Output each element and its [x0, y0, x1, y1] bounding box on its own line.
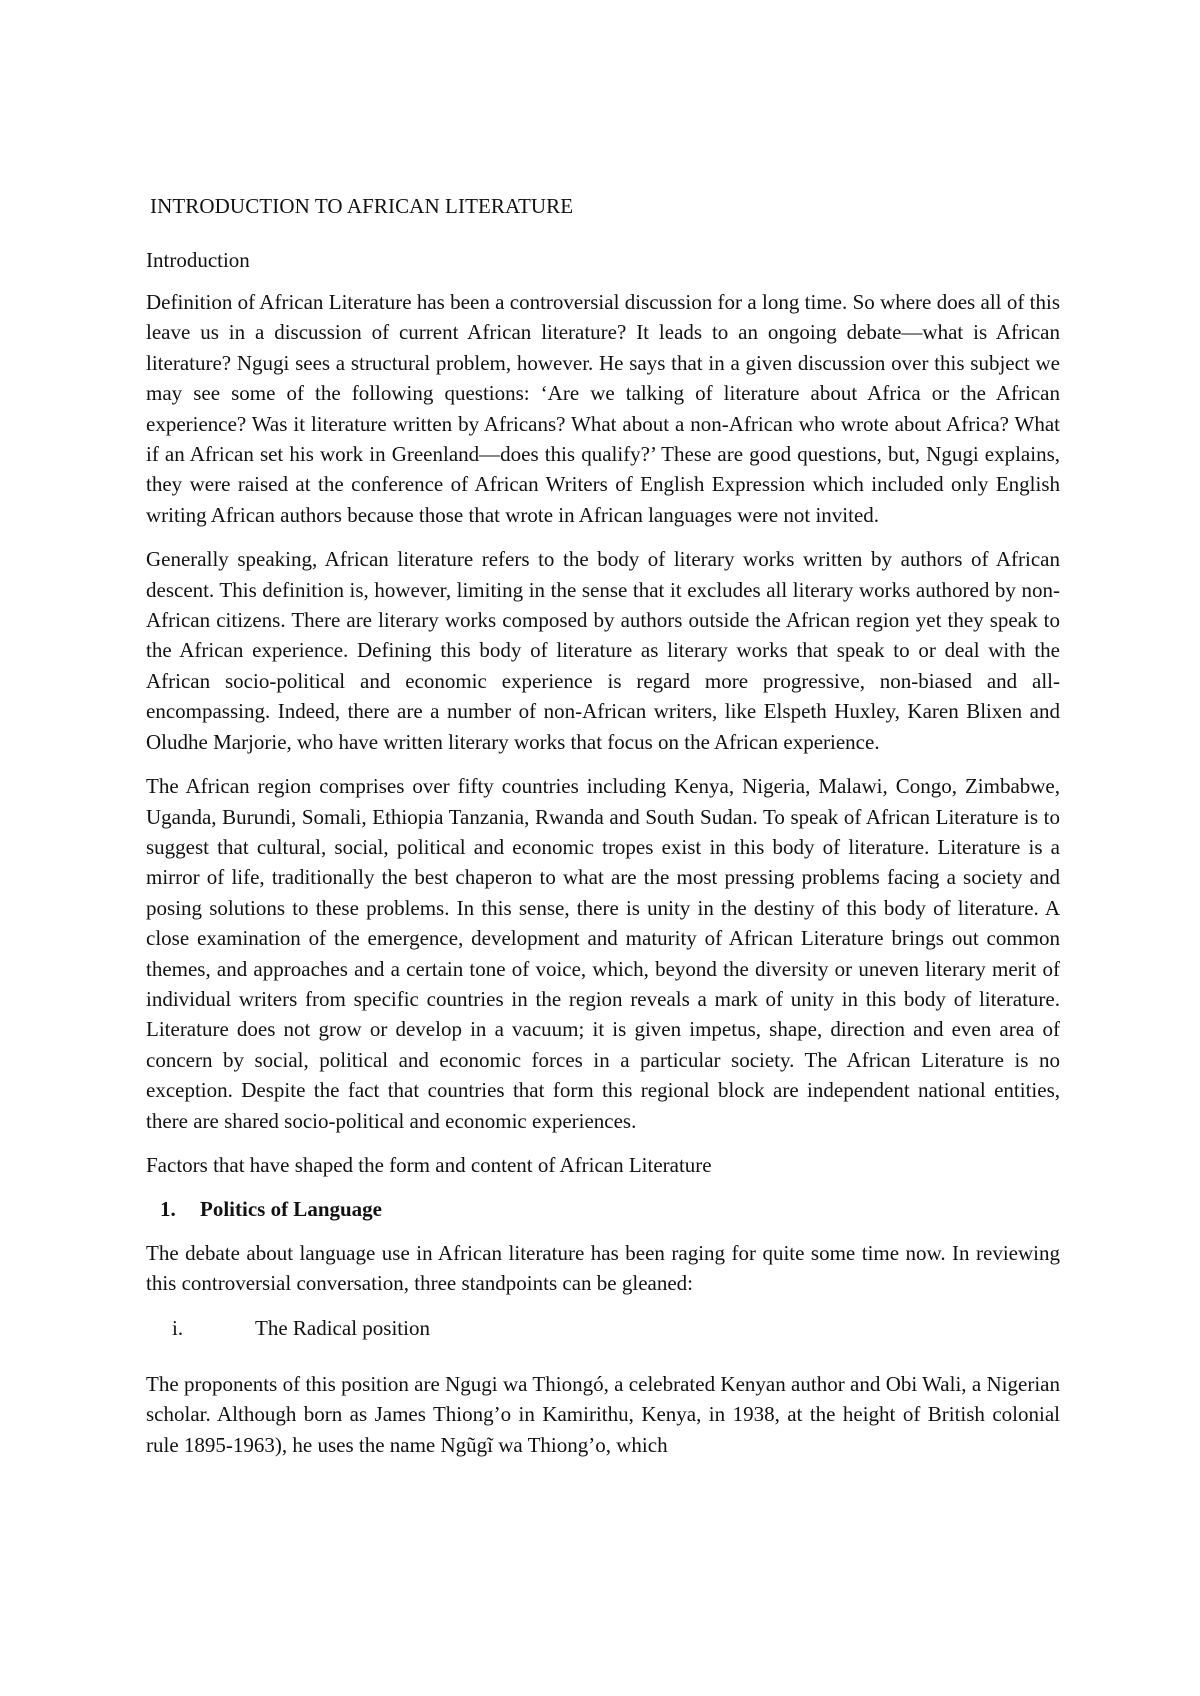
- radical-position-paragraph: The proponents of this position are Ngugi wa Thiongó, a celebrated Kenyan author and Obi Wali, a Nigerian scholar. Although born as James Thiong’o in Kamirithu, Kenya, in 1938, at the height of British colonial rule 1895-1963), he uses the name Ngũgĩ wa Thiong’o, which: [146, 1371, 1060, 1457]
- document-title: INTRODUCTION TO AFRICAN LITERATURE: [150, 194, 574, 218]
- factors-label: Factors that have shaped the form and content of African Literature: [146, 1152, 712, 1177]
- subsection-heading-radical-position: [146, 1313, 1060, 1343]
- language-debate-paragraph: The debate about language use in African literature has been raging for quite some time now. In reviewing this controversial conversation, three standpoints can be gleaned:: [146, 1240, 1060, 1296]
- subsection-title: The Radical position: [255, 1315, 430, 1340]
- section-heading-politics-of-language: [146, 1194, 1060, 1224]
- body-paragraph-3: The African region comprises over fifty countries including Kenya, Nigeria, Malawi, Congo, Zimbabwe, Uganda, Burundi, Somali, Ethiopia Tanzania, Rwanda and South Sudan. To speak of African Literature is to suggest that cultural, social, political and economic tropes exist in this body of literature. Literature is a mirror of life, traditionally the best chaperon to what are the most pressing problems facing a society and posing solutions to these problems. In this sense, there is unity in the destiny of this body of literature. A close examination of the emergence, development and maturity of African Literature brings out common themes, and approaches and a certain tone of voice, which, beyond the diversity or uneven literary merit of individual writers from specific countries in the region reveals a mark of unity in this body of literature. Literature does not grow or develop in a vacuum; it is given impetus, shape, direction and even area of concern by social, political and economic forces in a particular society. The African Literature is no exception. Despite the fact that countries that form this regional block are independent national entities, there are shared socio-political and economic experiences.: [146, 774, 1060, 1133]
- section-title: Politics of Language: [200, 1196, 382, 1221]
- document-page: [146, 191, 1060, 1474]
- subsection-number: i.: [172, 1315, 184, 1340]
- section-number: 1.: [160, 1196, 176, 1221]
- body-paragraph-2: Generally speaking, African literature refers to the body of literary works written by authors of African descent. This definition is, however, limiting in the sense that it excludes all literary works authored by non-African citizens. There are literary works composed by authors outside the African region yet they speak to the African experience. Defining this body of literature as literary works that speak to or deal with the African socio-political and economic experience is regard more progressive, non-biased and all-encompassing. Indeed, there are a number of non-African writers, like Elspeth Huxley, Karen Blixen and Oludhe Marjorie, who have written literary works that focus on the African experience.: [146, 547, 1060, 754]
- introduction-label: Introduction: [146, 248, 250, 272]
- body-paragraph-1: Definition of African Literature has been a controversial discussion for a long time. So where does all of this leave us in a discussion of current African literature? It leads to an ongoing debate—what is African literature? Ngugi sees a structural problem, however. He says that in a given discussion over this subject we may see some of the following questions: ‘Are we talking of literature about Africa or the African experience? Was it literature written by Africans? What about a non-African who wrote about Africa? What if an African set his work in Greenland—does this qualify?’ These are good questions, but, Ngugi explains, they were raised at the conference of African Writers of English Expression which included only English writing African authors because those that wrote in African languages were not invited.: [146, 290, 1060, 527]
